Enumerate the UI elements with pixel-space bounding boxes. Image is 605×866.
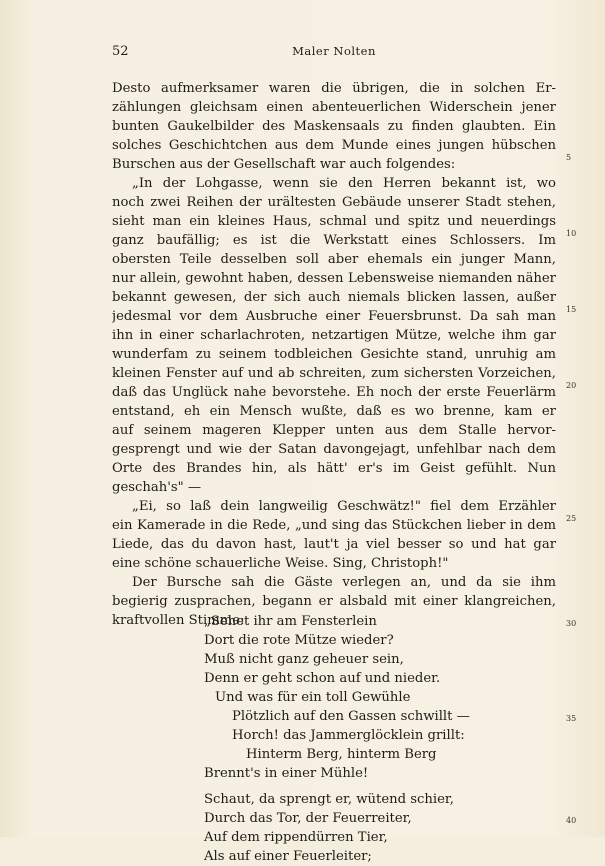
prose-block <box>112 79 556 630</box>
line-number: 25 <box>566 514 577 523</box>
prose-line: bunten Gaukelbilder des Maskensaals zu finden glaubten. Ein <box>112 119 556 134</box>
line-number: 5 <box>566 153 572 162</box>
prose-line: daß das Unglück nahe bevorstehe. Eh noch der erste Feuerlärm <box>112 385 556 400</box>
verse-line: Hinterm Berg, hinterm Berg <box>246 747 437 762</box>
line-number: 35 <box>566 714 577 723</box>
prose-line: Orte des Brandes hin, als hätt' er's im Geist gefühlt. Nun <box>112 461 556 476</box>
verse-line: Muß nicht ganz geheuer sein, <box>204 652 404 667</box>
verse-line: Durch das Tor, der Feuerreiter, <box>204 811 412 826</box>
prose-line: nur allein, gewohnt haben, dessen Lebensweise niemanden näher <box>112 271 556 286</box>
prose-line: „Ei, so laß dein langweilig Geschwätz!" fiel dem Erzähler <box>132 499 556 514</box>
page-header <box>112 44 556 62</box>
verse-line: Brennt's in einer Mühle! <box>204 766 369 781</box>
running-title: Maler Nolten <box>292 44 376 58</box>
line-number: 15 <box>566 305 577 314</box>
prose-line: gesprengt und wie der Satan davongejagt, unfehlbar nach dem <box>112 442 556 457</box>
verse-line: Auf dem rippendürren Tier, <box>204 830 388 845</box>
prose-line: Liede, das du davon hast, laut't ja viel besser so und hat gar <box>112 537 556 552</box>
prose-line: Burschen aus der Gesellschaft war auch folgendes: <box>112 157 456 172</box>
prose-line: begierig zusprachen, begann er alsbald mit einer klangreichen, <box>112 594 556 609</box>
prose-line: Desto aufmerksamer waren die übrigen, die in solchen Er- <box>112 81 556 96</box>
prose-line: geschah's" — <box>112 480 202 495</box>
verse-line: Als auf einer Feuerleiter; <box>204 849 372 864</box>
prose-line: zählungen gleichsam einen abenteuerlichen Widerschein jener <box>112 100 556 115</box>
line-number: 10 <box>566 229 577 238</box>
prose-line: kleinen Fenster auf und ab schreiten, zum sichersten Vorzeichen, <box>112 366 556 381</box>
prose-line: ganz baufällig; es ist die Werkstatt eines Schlossers. Im <box>112 233 556 248</box>
prose-line: ihn in einer scharlachroten, netzartigen Mütze, welche ihm gar <box>112 328 556 343</box>
prose-line: Der Bursche sah die Gäste verlegen an, und da sie ihm <box>132 575 556 590</box>
prose-line: sieht man ein kleines Haus, schmal und spitz und neuerdings <box>112 214 556 229</box>
prose-line: noch zwei Reihen der urältesten Gebäude unserer Stadt stehen, <box>112 195 556 210</box>
verse-line: Horch! das Jammerglöcklein grillt: <box>232 728 465 743</box>
line-number: 40 <box>566 816 577 825</box>
prose-line: kraftvollen Stimme: <box>112 613 245 628</box>
prose-line: solches Geschichtchen aus dem Munde eines jungen hübschen <box>112 138 556 153</box>
verse-line: „Sehet ihr am Fensterlein <box>204 614 377 629</box>
verse-line: Plötzlich auf den Gassen schwillt — <box>232 709 470 724</box>
prose-line: „In der Lohgasse, wenn sie den Herren bekannt ist, wo <box>132 176 556 191</box>
verse-line: Dort die rote Mütze wieder? <box>204 633 394 648</box>
verse-line: Und was für ein toll Gewühle <box>215 690 411 705</box>
prose-line: entstand, eh ein Mensch wußte, daß es wo brenne, kam er <box>112 404 556 419</box>
line-number: 20 <box>566 381 577 390</box>
prose-line: auf seinem mageren Klepper unten aus dem Stalle hervor- <box>112 423 556 438</box>
page-number: 52 <box>112 44 129 59</box>
verse-line: Schaut, da sprengt er, wütend schier, <box>204 792 454 807</box>
prose-line: wunderfam zu seinem todbleichen Gesichte stand, unruhig am <box>112 347 556 362</box>
verse-line: Denn er geht schon auf und nieder. <box>204 671 441 686</box>
prose-line: ein Kamerade in die Rede, „und sing das Stückchen lieber in dem <box>112 518 556 533</box>
prose-line: obersten Teile desselben soll aber ehemals ein junger Mann, <box>112 252 556 267</box>
prose-line: eine schöne schauerliche Weise. Sing, Christoph!" <box>112 556 449 571</box>
prose-line: bekannt gewesen, der sich auch niemals blicken lassen, außer <box>112 290 556 305</box>
line-number: 30 <box>566 619 577 628</box>
prose-line: jedesmal vor dem Ausbruche einer Feuersbrunst. Da sah man <box>112 309 556 324</box>
